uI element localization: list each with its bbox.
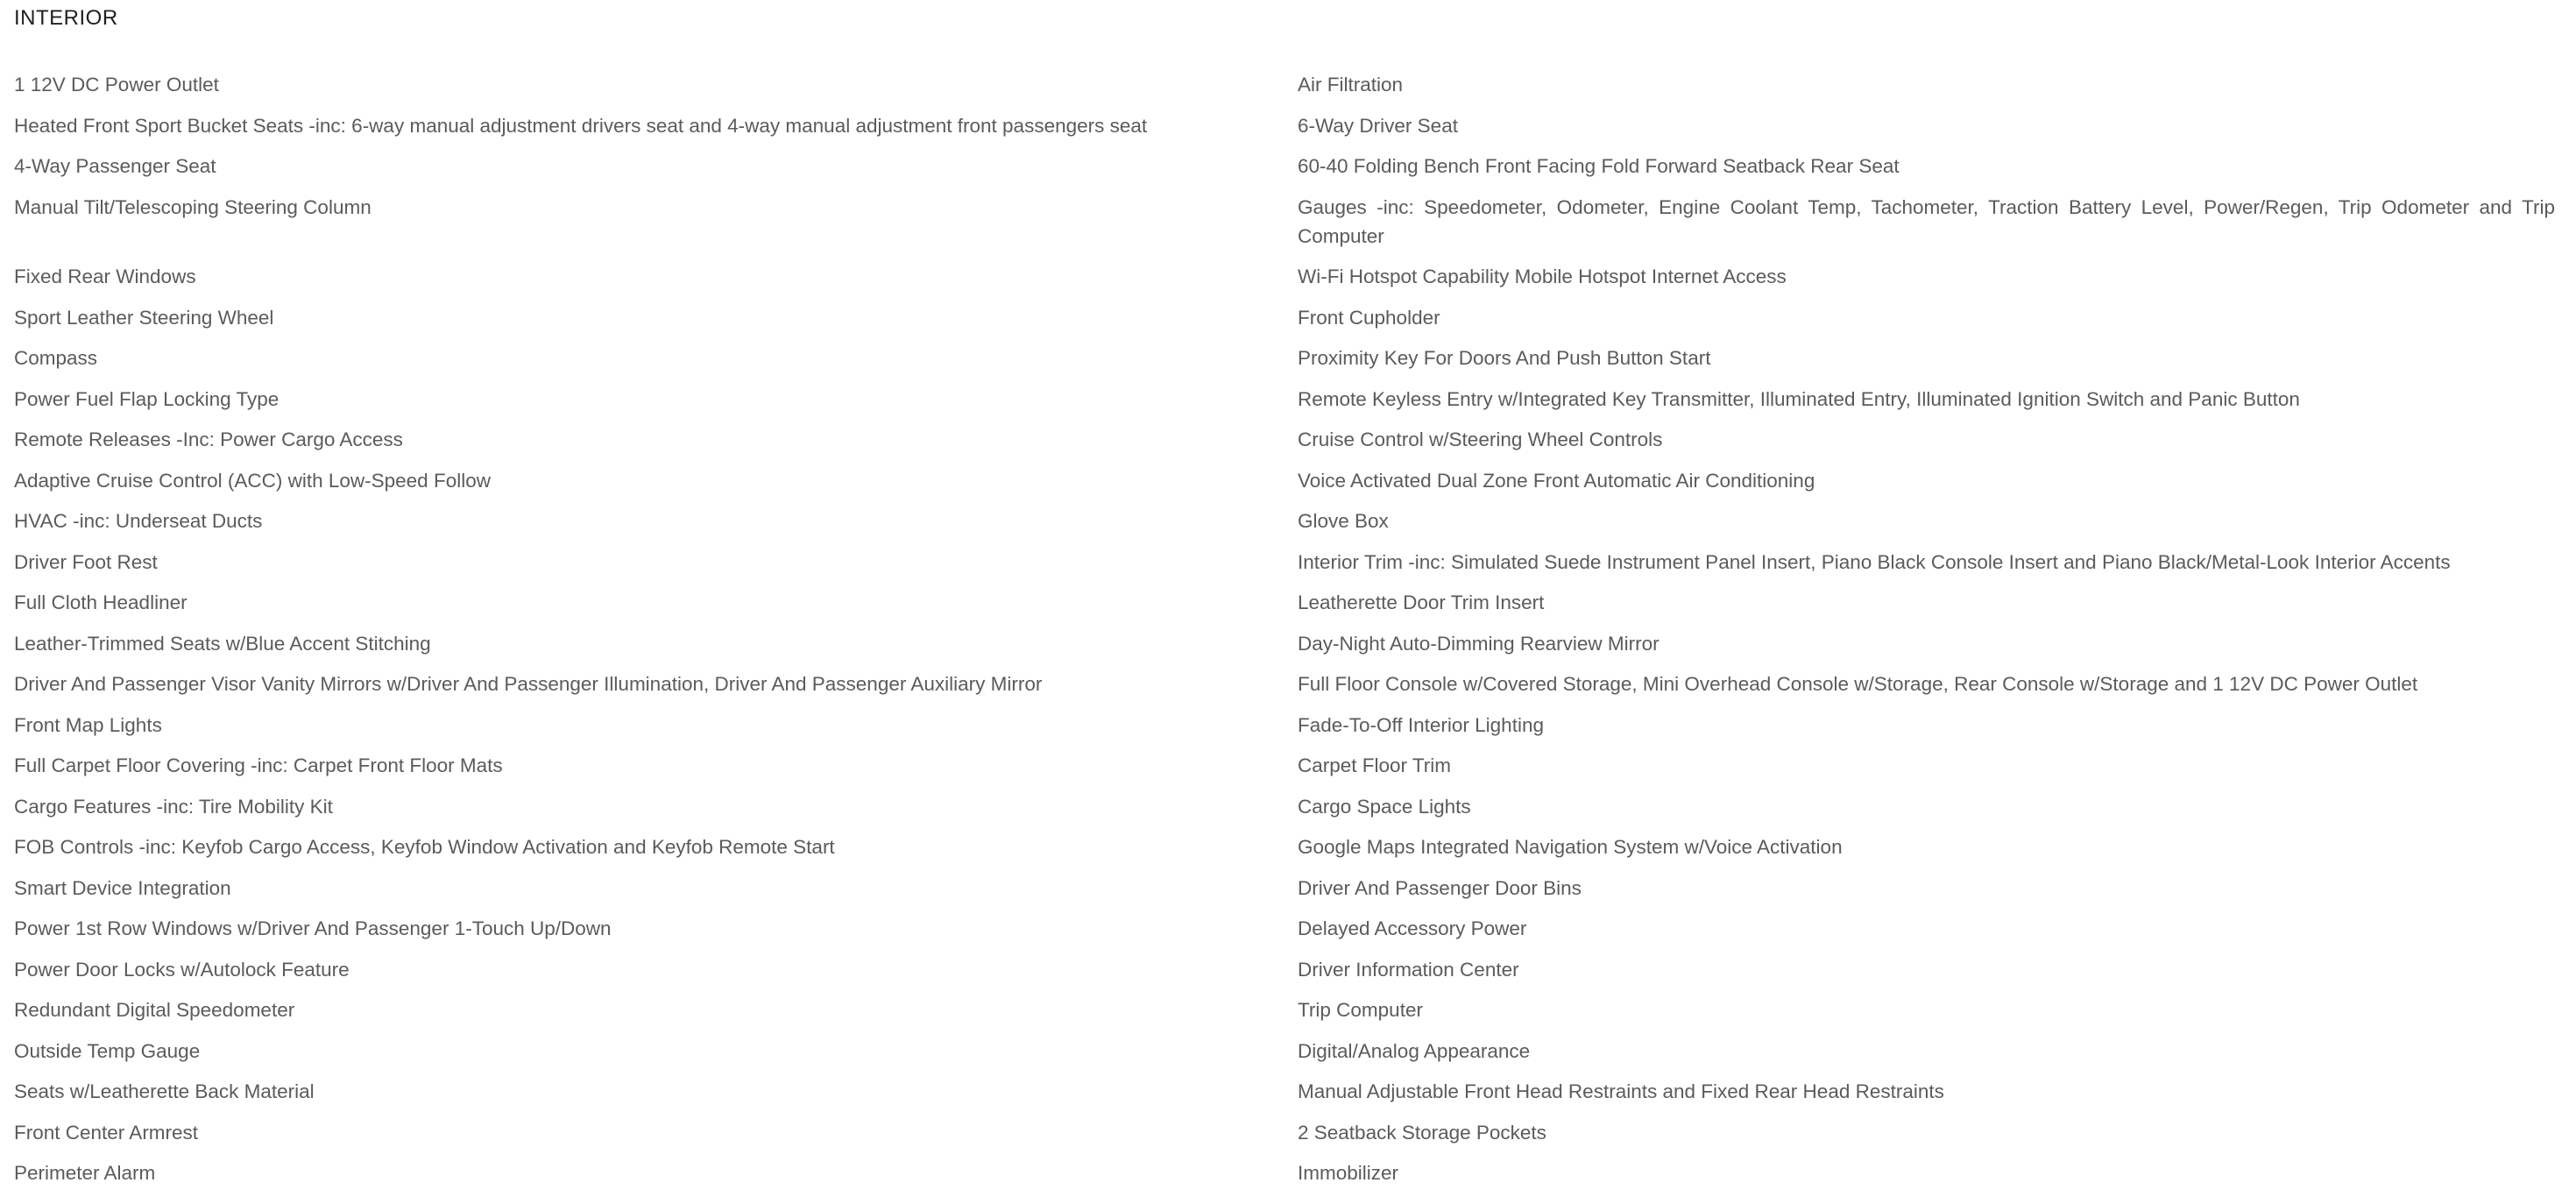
feature-item-left: Front Map Lights xyxy=(14,713,162,736)
feature-item-right: Google Maps Integrated Navigation System w/Voice Activation xyxy=(1298,836,1843,858)
feature-item-left: Power Fuel Flap Locking Type xyxy=(14,387,280,410)
feature-item-right: Full Floor Console w/Covered Storage, Mini Overhead Console w/Storage, Rear Console w/Storage and 1 12V DC Power Outlet xyxy=(1298,673,2418,695)
feature-item-right: Front Cupholder xyxy=(1298,306,1440,329)
feature-item-right: Proximity Key For Doors And Push Button Start xyxy=(1298,347,1711,369)
feature-item-right: Fade-To-Off Interior Lighting xyxy=(1298,713,1544,736)
feature-item-left: Power 1st Row Windows w/Driver And Passenger 1-Touch Up/Down xyxy=(14,917,612,939)
feature-item-left: 1 12V DC Power Outlet xyxy=(14,74,219,96)
feature-item-right: Digital/Analog Appearance xyxy=(1298,1039,1531,1062)
feature-item-left: Front Center Armrest xyxy=(14,1121,199,1144)
feature-item-left: Seats w/Leatherette Back Material xyxy=(14,1080,315,1102)
feature-item-left: HVAC -inc: Underseat Ducts xyxy=(14,510,263,532)
feature-item-right: Interior Trim -inc: Simulated Suede Instrument Panel Insert, Piano Black Console Insert and Piano Black/Metal-Look Interior Accents xyxy=(1298,550,2451,573)
feature-item-right: Immobilizer xyxy=(1298,1162,1399,1184)
feature-item-left: Redundant Digital Speedometer xyxy=(14,999,295,1021)
feature-item-right: Driver Information Center xyxy=(1298,958,1519,981)
feature-item-left: Smart Device Integration xyxy=(14,876,231,899)
feature-item-right: Voice Activated Dual Zone Front Automatic Air Conditioning xyxy=(1298,469,1815,492)
feature-item-right: Cargo Space Lights xyxy=(1298,795,1471,818)
feature-item-right: Remote Keyless Entry w/Integrated Key Transmitter, Illuminated Entry, Illuminated Ignition Switch and Panic Button xyxy=(1298,387,2300,410)
feature-item-right: Cruise Control w/Steering Wheel Controls xyxy=(1298,428,1663,450)
feature-item-left: Heated Front Sport Bucket Seats -inc: 6-way manual adjustment drivers seat and 4-way manual adjustment front passengers seat xyxy=(14,114,1148,137)
feature-item-right: 6-Way Driver Seat xyxy=(1298,114,1458,137)
feature-item-left: Adaptive Cruise Control (ACC) with Low-Speed Follow xyxy=(14,469,491,492)
feature-item-left: FOB Controls -inc: Keyfob Cargo Access, Keyfob Window Activation and Keyfob Remote Start xyxy=(14,836,835,858)
feature-item-right: Wi-Fi Hotspot Capability Mobile Hotspot Internet Access xyxy=(1298,266,1787,287)
feature-item-left: Outside Temp Gauge xyxy=(14,1039,201,1062)
feature-item-right: Driver And Passenger Door Bins xyxy=(1298,876,1582,899)
interior-section xyxy=(14,0,2555,1187)
feature-item-right: Trip Computer xyxy=(1298,999,1423,1021)
feature-item-left: Driver Foot Rest xyxy=(14,550,158,573)
feature-item-left: Power Door Locks w/Autolock Feature xyxy=(14,958,350,981)
feature-item-left: Full Cloth Headliner xyxy=(14,591,188,613)
feature-item-left: 4-Way Passenger Seat xyxy=(14,155,216,177)
feature-item-right: Gauges -inc: Speedometer, Odometer, Engine Coolant Temp, Tachometer, Traction Battery Level, Power/Regen, Trip Odometer and Trip Computer xyxy=(1298,195,2555,247)
feature-list xyxy=(14,70,2555,1187)
feature-item-left: Remote Releases -Inc: Power Cargo Access xyxy=(14,428,403,450)
feature-item-left: Driver And Passenger Visor Vanity Mirrors w/Driver And Passenger Illumination, Driver And Passenger Auxiliary Mirror xyxy=(14,673,1043,695)
feature-item-left: Cargo Features -inc: Tire Mobility Kit xyxy=(14,795,333,818)
feature-item-left: Leather-Trimmed Seats w/Blue Accent Stitching xyxy=(14,632,431,655)
feature-item-right: Leatherette Door Trim Insert xyxy=(1298,591,1545,613)
feature-item-right: Manual Adjustable Front Head Restraints and Fixed Rear Head Restraints xyxy=(1298,1080,1944,1102)
feature-item-left: Full Carpet Floor Covering -inc: Carpet Front Floor Mats xyxy=(14,754,503,776)
feature-item-left: Manual Tilt/Telescoping Steering Column xyxy=(14,195,372,218)
feature-item-left: Perimeter Alarm xyxy=(14,1162,156,1184)
feature-item-right: 2 Seatback Storage Pockets xyxy=(1298,1121,1546,1144)
feature-item-right: Carpet Floor Trim xyxy=(1298,754,1452,776)
feature-item-right: Glove Box xyxy=(1298,510,1389,532)
feature-item-right: Delayed Accessory Power xyxy=(1298,917,1527,939)
feature-item-left: Compass xyxy=(14,347,98,369)
feature-item-left: Fixed Rear Windows xyxy=(14,266,196,287)
feature-item-left: Sport Leather Steering Wheel xyxy=(14,306,274,329)
section-title: INTERIOR xyxy=(14,6,118,30)
feature-item-right: Day-Night Auto-Dimming Rearview Mirror xyxy=(1298,632,1660,655)
feature-item-right: Air Filtration xyxy=(1298,74,1404,96)
feature-item-right: 60-40 Folding Bench Front Facing Fold Forward Seatback Rear Seat xyxy=(1298,155,1900,177)
